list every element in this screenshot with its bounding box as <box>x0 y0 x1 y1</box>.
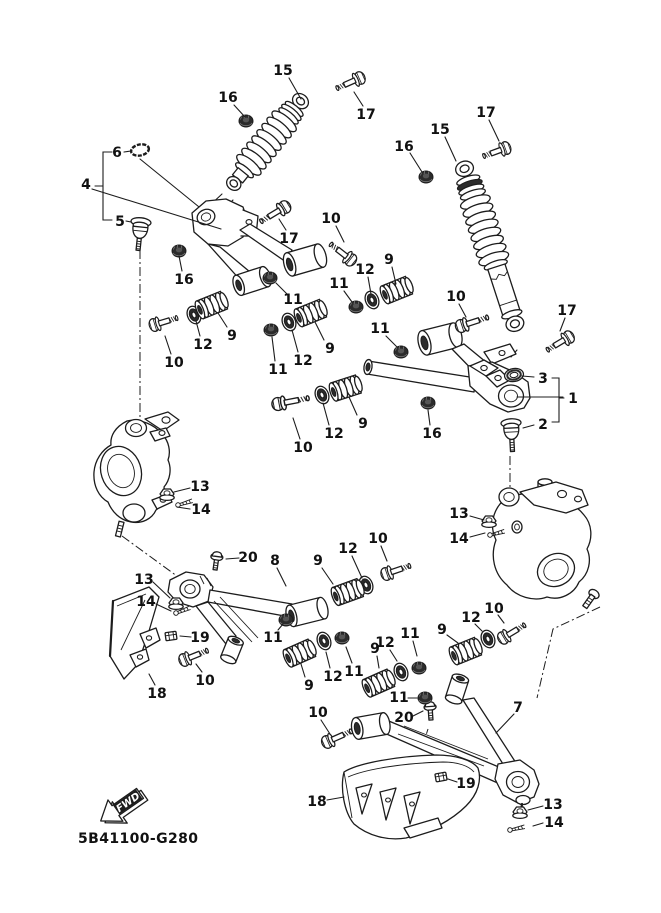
part-label-12: 12 <box>193 337 213 353</box>
bolt-17 <box>481 140 513 163</box>
leader-line-16 <box>428 410 430 425</box>
part-label-18: 18 <box>147 686 167 702</box>
leader-line-16 <box>179 256 182 271</box>
part-label-12: 12 <box>323 669 343 685</box>
part-label-10: 10 <box>446 289 466 305</box>
leader-line-10 <box>459 304 466 317</box>
part-label-9: 9 <box>370 641 380 657</box>
part-label-12: 12 <box>355 262 375 278</box>
leader-line-10 <box>165 336 171 354</box>
part-label-13: 13 <box>449 506 469 522</box>
nut-13 <box>169 598 183 609</box>
shock-absorber-right <box>447 157 531 336</box>
bolt-10 <box>319 724 354 750</box>
leader-line-15 <box>445 137 456 161</box>
part-label-17: 17 <box>279 231 299 247</box>
part-label-8: 8 <box>270 553 280 569</box>
leader-line-11 <box>272 337 275 361</box>
leader-line-9 <box>377 656 379 668</box>
leader-line-12 <box>323 403 329 425</box>
drawing-number: 5B41100-G280 <box>78 831 199 847</box>
part-label-11: 11 <box>344 664 364 680</box>
leader-line-2 <box>523 425 534 428</box>
part-label-14: 14 <box>544 815 564 831</box>
bolt-10 <box>495 619 529 647</box>
nut-11 <box>418 692 432 704</box>
washer-12 <box>315 630 334 652</box>
nut-16 <box>421 397 435 409</box>
leader-line-18 <box>149 674 155 685</box>
part-label-13: 13 <box>190 479 210 495</box>
part-label-16: 16 <box>174 272 194 288</box>
leader-line-11 <box>386 336 397 347</box>
part-label-15: 15 <box>430 122 450 138</box>
part-label-11: 11 <box>370 321 390 337</box>
bolt-17 <box>333 70 367 95</box>
upper-arm-left <box>192 199 329 297</box>
part-label-12: 12 <box>338 541 358 557</box>
part-label-19: 19 <box>190 630 210 646</box>
leader-line-18 <box>327 797 344 800</box>
nut-13 <box>513 807 527 818</box>
leader-line-9 <box>322 568 333 584</box>
cotter-pin-14 <box>507 825 525 833</box>
nut-11 <box>412 662 426 674</box>
bolt-10 <box>454 310 491 334</box>
leader-line-5 <box>126 221 131 222</box>
nut-11 <box>335 632 349 644</box>
bolt-17 <box>257 198 294 228</box>
leader-line-8 <box>277 568 286 586</box>
bolt-10 <box>379 559 413 582</box>
leader-line-9 <box>447 635 458 643</box>
part-label-10: 10 <box>368 531 388 547</box>
leader-line-12 <box>390 650 397 661</box>
part-label-10: 10 <box>164 355 184 371</box>
part-label-13: 13 <box>543 797 563 813</box>
steering-knuckle-right <box>493 479 601 610</box>
part-label-12: 12 <box>375 635 395 651</box>
bushing-9 <box>329 578 366 607</box>
part-label-11: 11 <box>263 630 283 646</box>
part-label-14: 14 <box>449 531 469 547</box>
ball-joint-5 <box>128 217 151 252</box>
bolt-10 <box>177 644 211 669</box>
ball-joint-2 <box>501 418 523 452</box>
nut-16 <box>172 245 186 257</box>
part-label-10: 10 <box>293 440 313 456</box>
leader-line-16 <box>410 153 422 172</box>
part-label-9: 9 <box>384 252 394 268</box>
part-label-9: 9 <box>325 341 335 357</box>
nut-16 <box>419 171 433 183</box>
leader-line-17 <box>354 92 363 106</box>
part-label-9: 9 <box>437 622 447 638</box>
part-label-17: 17 <box>557 303 577 319</box>
leader-line-13 <box>528 806 543 810</box>
part-label-11: 11 <box>389 690 409 706</box>
bolt-17 <box>543 328 577 356</box>
part-label-9: 9 <box>313 553 323 569</box>
circlip-install-line <box>140 159 204 211</box>
bolt-20 <box>209 551 223 571</box>
leader-line-10 <box>381 546 387 561</box>
leader-line-10 <box>196 664 202 672</box>
leader-line-11 <box>413 641 417 656</box>
leader-line-9 <box>349 397 357 415</box>
part-label-6: 6 <box>112 145 122 161</box>
nut-11 <box>349 301 363 313</box>
guard-clip-19 <box>165 631 177 640</box>
leader-line-14 <box>533 823 543 826</box>
part-label-10: 10 <box>321 211 341 227</box>
leader-line-16 <box>234 105 245 117</box>
bracket-group-1 <box>552 378 564 422</box>
leader-line-9 <box>315 322 324 340</box>
washer-12 <box>313 384 332 406</box>
part-label-10: 10 <box>484 601 504 617</box>
fwd-arrow-label: FWD <box>114 790 143 815</box>
leader-line-13 <box>470 516 484 520</box>
part-label-12: 12 <box>461 610 481 626</box>
leader-line-11 <box>344 291 352 302</box>
part-label-7: 7 <box>513 700 523 716</box>
part-label-16: 16 <box>394 139 414 155</box>
leader-line-10 <box>293 418 300 439</box>
leader-line-20 <box>413 711 423 716</box>
part-label-13: 13 <box>134 572 154 588</box>
leader-line-17 <box>489 120 499 141</box>
part-label-17: 17 <box>476 105 496 121</box>
leader-line-10 <box>336 226 344 242</box>
part-label-12: 12 <box>293 353 313 369</box>
part-label-3: 3 <box>538 371 548 387</box>
leader-line-12 <box>352 556 362 578</box>
part-label-16: 16 <box>422 426 442 442</box>
nut-11 <box>263 272 277 284</box>
bushing-9 <box>281 638 318 669</box>
part-label-10: 10 <box>195 673 215 689</box>
bushing-9 <box>378 275 415 305</box>
nut-13 <box>482 516 496 527</box>
part-label-20: 20 <box>394 710 414 726</box>
leader-line-17 <box>279 219 286 230</box>
bushing-9 <box>327 374 364 402</box>
nut-16 <box>239 115 253 127</box>
part-label-15: 15 <box>273 63 293 79</box>
nut-11 <box>264 324 278 336</box>
leader-line-9 <box>218 313 227 327</box>
part-label-9: 9 <box>227 328 237 344</box>
part-label-9: 9 <box>358 416 368 432</box>
part-label-14: 14 <box>191 502 211 518</box>
part-label-11: 11 <box>283 292 303 308</box>
part-label-11: 11 <box>329 276 349 292</box>
nut-11 <box>279 614 293 626</box>
part-label-1: 1 <box>568 391 578 407</box>
bracket-group-4 <box>95 152 112 220</box>
bolt-10 <box>147 311 179 333</box>
part-label-17: 17 <box>356 107 376 123</box>
part-label-2: 2 <box>538 417 548 433</box>
leader-line-7 <box>496 714 514 733</box>
part-label-9: 9 <box>304 678 314 694</box>
washer-12 <box>363 289 382 311</box>
bushing-9 <box>447 636 484 666</box>
leader-line-12 <box>292 330 298 352</box>
arm-guard-bottom <box>342 755 479 839</box>
part-label-14: 14 <box>136 594 156 610</box>
leader-line-3 <box>522 376 534 377</box>
part-label-10: 10 <box>308 705 328 721</box>
leader-line-20 <box>226 558 239 559</box>
fwd-arrow <box>93 781 152 835</box>
leader-line-6 <box>124 151 131 152</box>
part-label-4: 4 <box>81 177 91 193</box>
leader-line-11 <box>346 647 352 663</box>
part-label-19: 19 <box>456 776 476 792</box>
steering-knuckle-left <box>94 412 179 537</box>
nut-13 <box>160 489 174 500</box>
nut-11 <box>394 346 408 358</box>
part-label-18: 18 <box>307 794 327 810</box>
bolt-10 <box>271 391 311 412</box>
part-label-12: 12 <box>324 426 344 442</box>
part-label-5: 5 <box>115 214 125 230</box>
circlip-6 <box>130 143 150 158</box>
part-label-16: 16 <box>218 90 238 106</box>
guard-clip-19 <box>435 772 447 782</box>
leader-line-17 <box>560 318 565 331</box>
bushing-9 <box>193 290 230 320</box>
part-label-20: 20 <box>238 550 258 566</box>
leader-line-10 <box>321 720 330 734</box>
part-label-11: 11 <box>400 626 420 642</box>
part-label-11: 11 <box>268 362 288 378</box>
leader-line-9 <box>301 664 305 677</box>
leader-line-14 <box>470 533 485 537</box>
leader-line-12 <box>326 652 330 668</box>
leader-line-13 <box>174 488 190 492</box>
leader-line-14 <box>177 507 190 509</box>
